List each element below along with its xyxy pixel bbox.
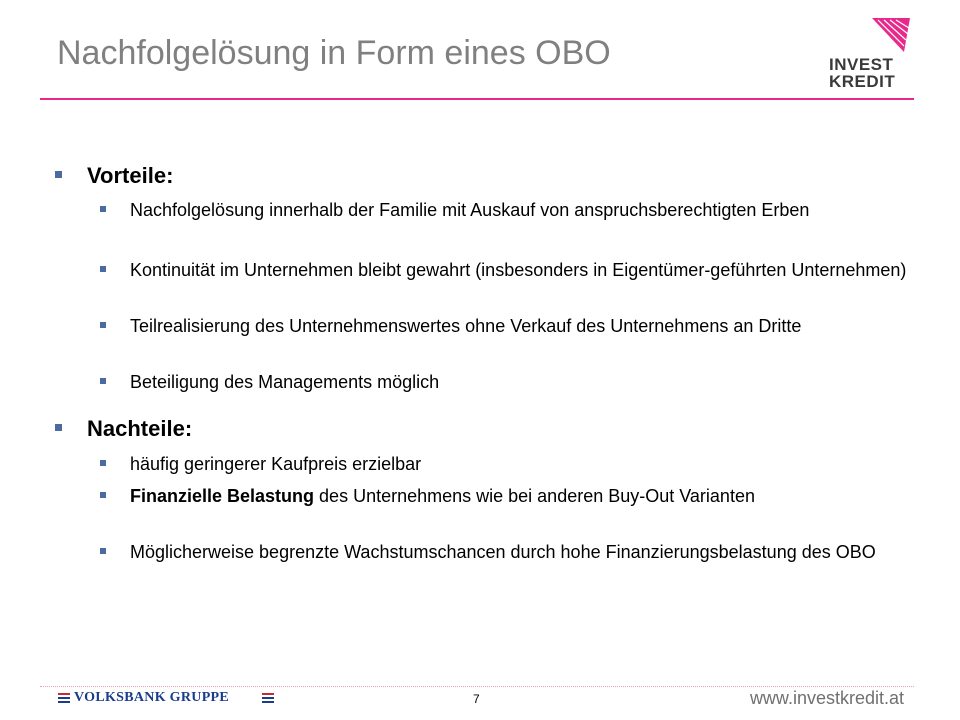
square-bullet-icon bbox=[100, 548, 106, 554]
title-divider bbox=[40, 98, 914, 100]
slide-title: Nachfolgelösung in Form eines OBO bbox=[57, 34, 611, 72]
logo-mark-icon bbox=[824, 16, 916, 56]
footer-divider bbox=[40, 686, 914, 687]
investkredit-logo bbox=[824, 16, 916, 94]
square-bullet-icon bbox=[55, 171, 62, 178]
square-bullet-icon bbox=[100, 322, 106, 328]
square-bullet-icon bbox=[100, 460, 106, 466]
square-bullet-icon bbox=[100, 206, 106, 212]
bold-phrase: Finanzielle Belastung bbox=[130, 486, 315, 506]
square-bullet-icon bbox=[100, 378, 106, 384]
square-bullet-icon bbox=[100, 266, 106, 272]
logo-line-2: KREDIT bbox=[829, 72, 896, 91]
square-bullet-icon bbox=[100, 492, 106, 498]
page-number: 7 bbox=[473, 692, 480, 706]
logo-line-1: INVEST bbox=[829, 55, 894, 74]
stripes-icon bbox=[58, 693, 70, 703]
square-bullet-icon bbox=[55, 424, 62, 431]
stripes-icon bbox=[262, 693, 274, 703]
footer-url: www.investkredit.at bbox=[749, 688, 904, 708]
